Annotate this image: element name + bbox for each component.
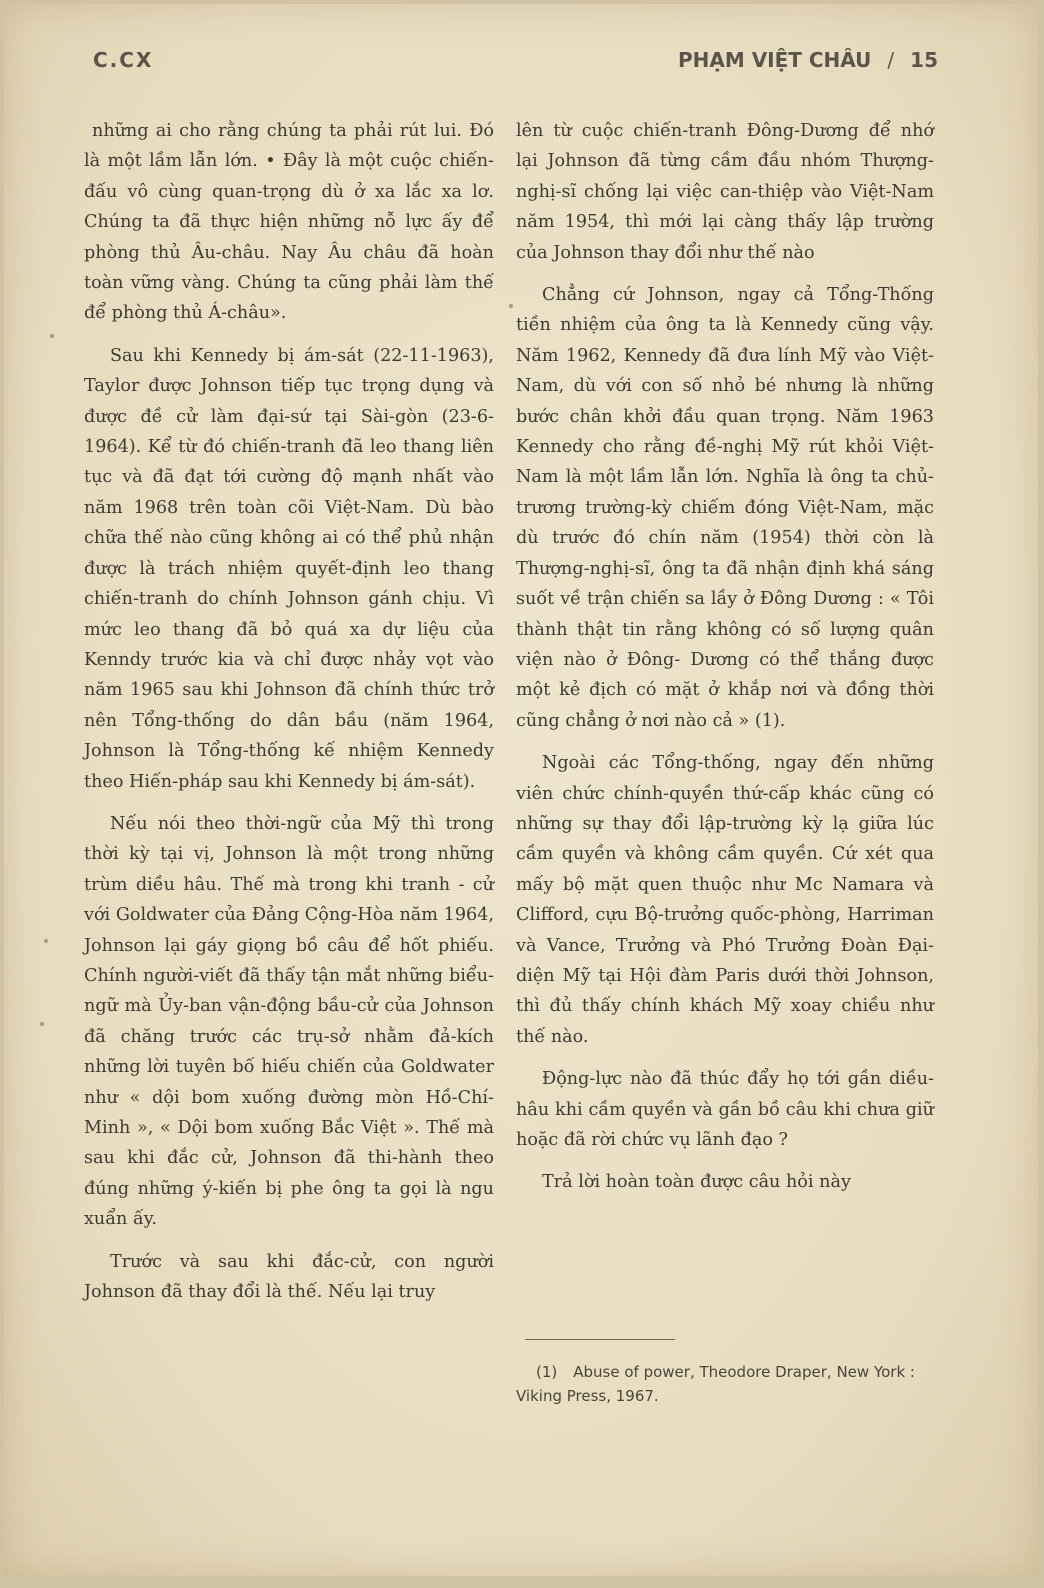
header-separator: / <box>887 48 895 72</box>
paper-speck <box>44 939 48 943</box>
page-number: 15 <box>910 48 938 72</box>
running-title: PHẠM VIỆT CHÂU <box>677 48 872 72</box>
paragraph: những ai cho rằng chúng ta phải rút lui. Đó là một lầm lẫn lớn. • Đây là một cuộc chiến-đấu vô cùng quan-trọng dù ở xa lắc xa lơ. Chúng ta đã thực hiện những nỗ lực ấy để phòng thủ Âu-châu. Nay Âu châu đã hoàn toàn vững vàng. Chúng ta cũng phải làm thế để phòng thủ Á-châu». <box>84 121 494 324</box>
header-mark: C.CX <box>93 48 154 72</box>
paragraph: Trả lời hoàn toàn được câu hỏi này <box>542 1172 851 1193</box>
paper-speck <box>50 334 54 338</box>
paragraph: Ngoài các Tổng-thống, ngay đến những viên chức chính-quyền thứ-cấp khác cũng có những sự thay đổi lập-trường kỳ lạ giữa lúc cầm quyền và không cầm quyền. Cứ xét qua mấy bộ mặt quen thuộc như Mc Namara và Clifford, cựu Bộ-trưởng quốc-phòng, Harriman và Vance, Trưởng và Phó Trưởng Đoàn Đại-diện Mỹ tại Hội đàm Paris dưới thời Johnson, thì đủ thấy chính khách Mỹ xoay chiều như thế nào. <box>516 753 934 1047</box>
paragraph: Chẳng cứ Johnson, ngay cả Tổng-Thống tiền nhiệm của ông ta là Kennedy cũng vậy. Năm 1962, Kennedy đã đưa lính Mỹ vào Việt-Nam, dù với con số nhỏ bé nhưng là những bước chân khởi đầu quan trọng. Năm 1963 Kennedy cho rằng đề-nghị Mỹ rút khỏi Việt-Nam là một lầm lẫn lớn. Nghĩa là ông ta chủ-trương trường-kỳ chiếm đóng Việt-Nam, mặc dù trước đó chín năm (1954) thời còn là Thượng-nghị-sĩ, ông ta đã nhận định khá sáng suốt về trận chiến sa lầy ở Đông Dương : « Tôi thành thật tin rằng không có số lượng quân viện nào ở Đông- Dương có thể thắng được một kẻ địch có mặt ở khắp nơi và đồng thời cũng chẳng ở nơi nào cả » (1). <box>516 285 934 731</box>
book-page <box>4 4 1038 1576</box>
paragraph: Sau khi Kennedy bị ám-sát (22-11-1963), Taylor được Johnson tiếp tục trọng dụng và được đề cử làm đại-sứ tại Sài-gòn (23-6-1964). Kể từ đó chiến-tranh đã leo thang liên tục và đã đạt tới cường độ mạnh nhất vào năm 1968 trên toàn cõi Việt-Nam. Dù bào chữa thế nào cũng không ai có thể phủ nhận được là trách nhiệm quyết-định leo thang chiến-tranh do chính Johnson gánh chịu. Vì mức leo thang đã bỏ quá xa dự liệu của Kenndy trước kia và chỉ được nhảy vọt vào năm 1965 sau khi Johnson đã chính thức trở nên Tổng-thống do dân bầu (năm 1964, Johnson là Tổng-thống kế nhiệm Kennedy theo Hiến-pháp sau khi Kennedy bị ám-sát). <box>84 345 494 792</box>
paragraph: Nếu nói theo thời-ngữ của Mỹ thì trong thời kỳ tại vị, Johnson là một trong những trùm diều hâu. Thế mà trong khi tranh - cử với Goldwater của Đảng Cộng-Hòa năm 1964, Johnson lại gáy giọng bồ câu để hốt phiếu. Chính người-viết đã thấy tận mắt những biểu-ngữ mà Ủy-ban vận-động bầu-cử của Johnson đã chăng trước các trụ-sở nhằm đả-kích những lời tuyên bố hiếu chiến của Goldwater như « dội bom xuống đường mòn Hồ-Chí-Minh », « Dội bom xuống Bắc Việt ». Thế mà sau khi đắc cử, Johnson đã thi-hành theo đúng những ý-kiến bị phe ông ta gọi là ngu xuẩn ấy. <box>84 813 494 1230</box>
footnote <box>516 1360 934 1408</box>
footnote-rule <box>525 1339 675 1340</box>
left-column <box>84 116 494 1319</box>
footnote-text: Abuse of power, Theodore Draper, New York : Viking Press, 1967. <box>516 1363 915 1405</box>
running-header <box>678 48 938 72</box>
paragraph: Động-lực nào đã thúc đẩy họ tới gần diều-hâu khi cầm quyền và gần bồ câu khi chưa giữ hoặc đã rời chức vụ lãnh đạo ? <box>516 1069 934 1150</box>
paper-speck <box>509 304 513 308</box>
paragraph: Trước và sau khi đắc-cử, con người Johnson đã thay đổi là thế. Nếu lại truy <box>84 1251 494 1303</box>
footnote-marker: (1) <box>536 1363 558 1381</box>
paragraph: lên từ cuộc chiến-tranh Đông-Dương để nhớ lại Johnson đã từng cầm đầu nhóm Thượng-nghị-sĩ chống lại việc can-thiệp vào Việt-Nam năm 1954, thì mới lại càng thấy lập trường của Johnson thay đổi như thế nào <box>516 121 934 263</box>
paper-speck <box>40 1022 44 1026</box>
right-column <box>516 116 934 1210</box>
